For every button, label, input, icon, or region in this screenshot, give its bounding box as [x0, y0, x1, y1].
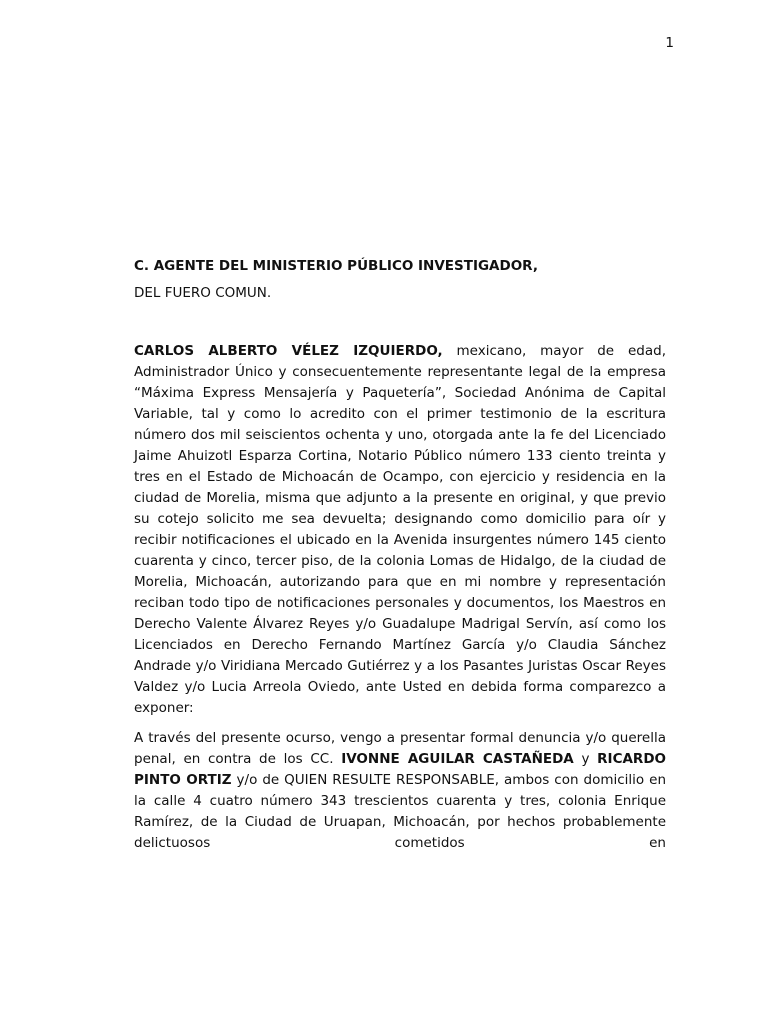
complainant-name: CARLOS ALBERTO VÉLEZ IZQUIERDO,	[134, 343, 443, 359]
accused-name-1: IVONNE AGUILAR CASTAÑEDA	[341, 751, 574, 767]
intro-paragraph-text: mexicano, mayor de edad, Administrador Único y consecuentemente representante legal de la empresa “Máxima Express Mensajería y Paquetería”, Sociedad Anónima de Capital Variable, tal y como lo acredito con el primer testimonio de la escritura número dos mil seiscientos ochenta y uno, otorgada ante la fe del Licenciado Jaime Ahuizotl Esparza Cortina, Notario Público número 133 ciento treinta y tres en el Estado de Michoacán de Ocampo, con ejercicio y residencia en la ciudad de Morelia, misma que adjunto a la presente en original, y que previo su cotejo solicito me sea devuelta; designando como domicilio para oír y recibir notificaciones el ubicado en la Avenida insurgentes número 145 ciento cuarenta y cinco, tercer piso, de la colonia Lomas de Hidalgo, de la ciudad de Morelia, Michoacán, autorizando para que en mi nombre y representación reciban todo tipo de notificaciones personales y documentos, los Maestros en Derecho Valente Álvarez Reyes y/o Guadalupe Madrigal Servín, así como los Licenciados en Derecho Fernando Martínez García y/o Claudia Sánchez Andrade y/o Viridiana Mercado Gutiérrez y a los Pasantes Juristas Oscar Reyes Valdez y/o Lucia Arreola Oviedo, ante Usted en debida forma comparezco a exponer:	[134, 343, 666, 716]
addressee-subheading: DEL FUERO COMUN.	[134, 285, 272, 301]
complaint-text-c: y/o de QUIEN RESULTE RESPONSABLE, ambos con domicilio en la calle 4 cuatro número 343 trescientos cuarenta y tres, colonia Enrique Ramírez, de la Ciudad de Uruapan, Michoacán, por hechos probablemente delictuosos cometidos en	[134, 772, 666, 851]
accused-name-2: RICARDO PINTO ORTIZ	[134, 751, 667, 788]
complaint-paragraph	[134, 728, 666, 854]
intro-paragraph	[134, 341, 666, 719]
addressee-heading: C. AGENTE DEL MINISTERIO PÚBLICO INVESTIGADOR,	[134, 258, 538, 274]
complaint-text-b: y	[573, 751, 598, 767]
page-number: 1	[665, 35, 674, 51]
document-body	[134, 256, 666, 854]
complaint-text-a: A través del presente ocurso, vengo a presentar formal denuncia y/o querella penal, en contra de los CC.	[134, 730, 666, 767]
